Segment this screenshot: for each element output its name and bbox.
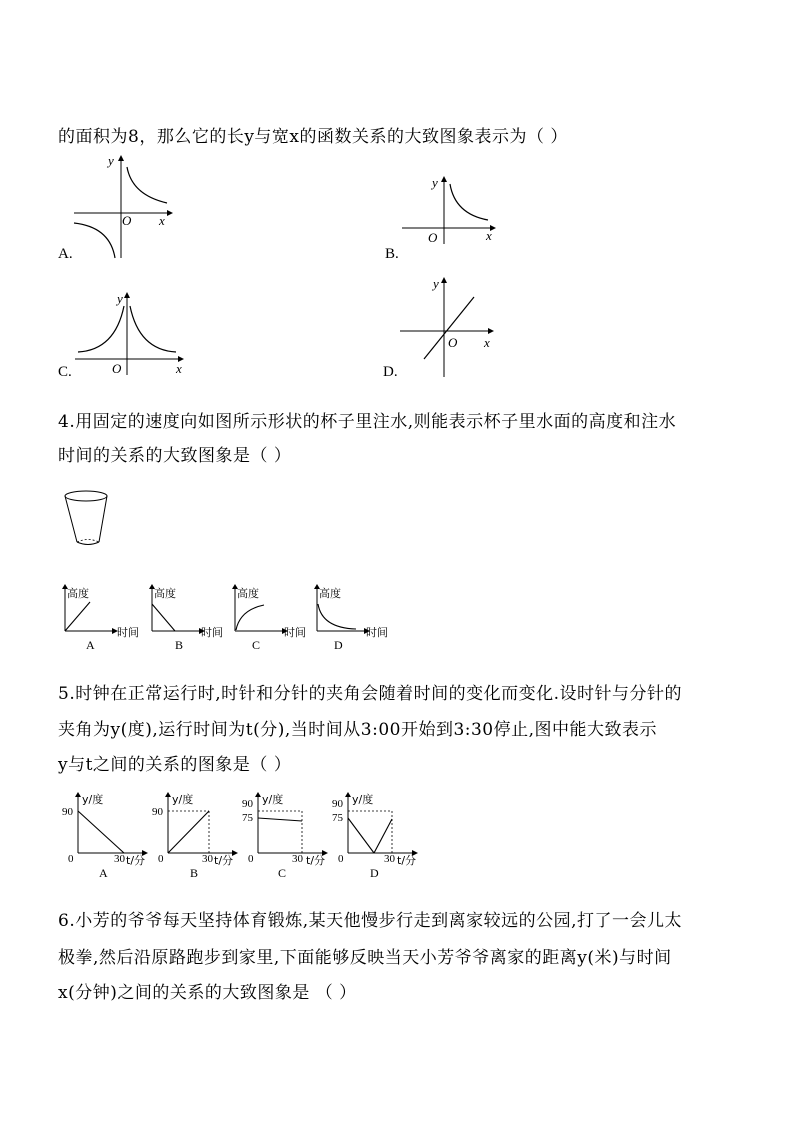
q4-option-b[interactable]: B bbox=[175, 638, 184, 652]
axis-y-label: y bbox=[108, 153, 114, 168]
q4-ylabel: 高度 bbox=[319, 587, 341, 600]
cup-image bbox=[63, 487, 113, 552]
origin-label: O bbox=[122, 213, 132, 228]
q5-line2: 夹角为y(度),运行时间为t(分),当时间从3:00开始到3:30停止,图中能大致表示 bbox=[58, 720, 658, 740]
q4-xlabel: 时间 bbox=[201, 626, 223, 639]
tick-75: 75 bbox=[332, 812, 343, 824]
q5-xlabel: t/分 bbox=[397, 854, 417, 867]
q5-xlabel: t/分 bbox=[126, 854, 146, 867]
q4-xlabel: 时间 bbox=[366, 626, 388, 639]
tick-0: 0 bbox=[158, 853, 164, 865]
q4-graph-c bbox=[232, 584, 317, 649]
q6-line1: 6.小芳的爷爷每天坚持体育锻炼,某天他慢步行走到离家较远的公园,打了一会儿太 bbox=[58, 911, 683, 931]
tick-0: 0 bbox=[248, 853, 254, 865]
axis-y-label: y bbox=[432, 175, 438, 190]
tick-75: 75 bbox=[242, 812, 253, 824]
axis-x-label: x bbox=[484, 335, 490, 350]
q5-option-b[interactable]: B bbox=[190, 866, 199, 880]
q4-line1: 4.用固定的速度向如图所示形状的杯子里注水,则能表示杯子里水面的高度和注水 bbox=[58, 412, 677, 432]
tick-30: 30 bbox=[292, 853, 303, 865]
q3-graph-c bbox=[70, 292, 190, 377]
q3-graph-a bbox=[72, 155, 202, 260]
q4-option-a[interactable]: A bbox=[86, 638, 95, 652]
tick-90: 90 bbox=[242, 798, 253, 810]
q5-ylabel: y/度 bbox=[352, 793, 374, 806]
q4-ylabel: 高度 bbox=[154, 587, 176, 600]
tick-90: 90 bbox=[62, 806, 73, 818]
q4-option-c[interactable]: C bbox=[252, 638, 261, 652]
tick-30: 30 bbox=[114, 853, 125, 865]
q6-line3: x(分钟)之间的关系的大致图象是 （ ） bbox=[58, 983, 357, 1003]
q4-graph-a bbox=[62, 584, 147, 649]
q5-option-c[interactable]: C bbox=[278, 866, 287, 880]
q5-graph-d bbox=[332, 792, 432, 867]
q4-graph-b bbox=[149, 584, 234, 649]
q5-ylabel: y/度 bbox=[82, 793, 104, 806]
tick-0: 0 bbox=[338, 853, 344, 865]
q4-line2: 时间的关系的大致图象是（ ） bbox=[58, 446, 292, 466]
tick-0: 0 bbox=[68, 853, 74, 865]
axis-y-label: y bbox=[433, 276, 439, 291]
q3-graph-d bbox=[398, 277, 508, 377]
q5-ylabel: y/度 bbox=[172, 793, 194, 806]
q4-ylabel: 高度 bbox=[67, 587, 89, 600]
q4-xlabel: 时间 bbox=[117, 626, 139, 639]
q5-option-d[interactable]: D bbox=[370, 866, 379, 880]
q4-graph-d bbox=[314, 584, 404, 649]
q6-line2: 极拳,然后沿原路跑步到家里,下面能够反映当天小芳爷爷离家的距离y(米)与时间 bbox=[58, 948, 672, 968]
q3-option-b[interactable]: B. bbox=[385, 246, 399, 262]
q3-line1: 的面积为8，那么它的长y与宽x的函数关系的大致图象表示为（ ） bbox=[58, 127, 568, 147]
q5-graph-b bbox=[152, 792, 247, 867]
q4-ylabel: 高度 bbox=[237, 587, 259, 600]
axis-x-label: x bbox=[486, 228, 492, 243]
q3-option-d[interactable]: D. bbox=[383, 364, 398, 380]
tick-90: 90 bbox=[332, 798, 343, 810]
q3-graph-b bbox=[400, 176, 510, 246]
origin-label: O bbox=[112, 361, 122, 376]
axis-x-label: x bbox=[159, 213, 165, 228]
tick-90: 90 bbox=[152, 806, 163, 818]
tick-30: 30 bbox=[202, 853, 213, 865]
q5-ylabel: y/度 bbox=[262, 793, 284, 806]
q4-option-d[interactable]: D bbox=[334, 638, 343, 652]
q4-xlabel: 时间 bbox=[284, 626, 306, 639]
q5-line3: y与t之间的关系的图象是（ ） bbox=[58, 755, 292, 775]
origin-label: O bbox=[448, 335, 458, 350]
q5-line1: 5.时钟在正常运行时,时针和分针的夹角会随着时间的变化而变化.设时针与分针的 bbox=[58, 684, 683, 704]
q5-xlabel: t/分 bbox=[214, 854, 234, 867]
q5-graph-c bbox=[242, 792, 337, 867]
tick-30: 30 bbox=[384, 853, 395, 865]
q3-option-c[interactable]: C. bbox=[58, 364, 72, 380]
q3-option-a[interactable]: A. bbox=[58, 246, 73, 262]
q5-graph-a bbox=[62, 792, 157, 867]
q5-option-a[interactable]: A bbox=[99, 866, 108, 880]
axis-x-label: x bbox=[176, 361, 182, 376]
axis-y-label: y bbox=[117, 291, 123, 306]
origin-label: O bbox=[428, 230, 438, 245]
q5-xlabel: t/分 bbox=[306, 854, 326, 867]
